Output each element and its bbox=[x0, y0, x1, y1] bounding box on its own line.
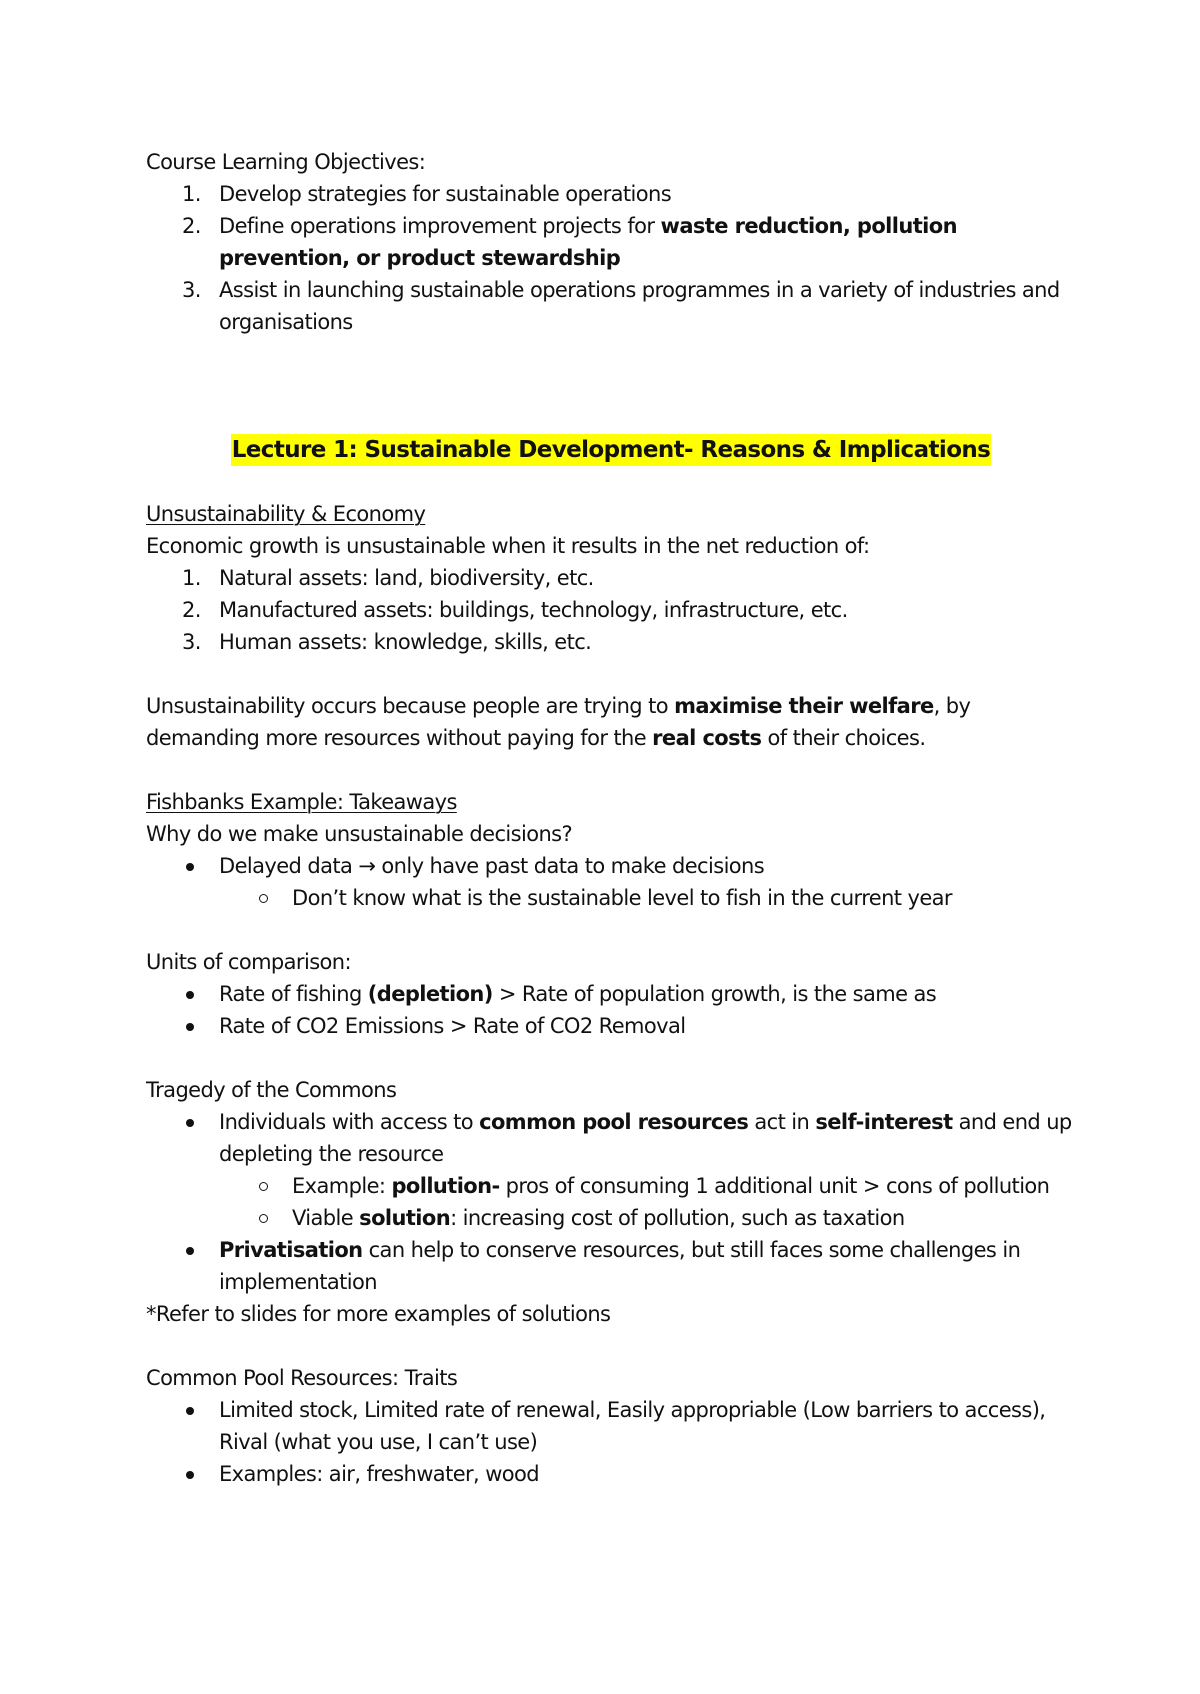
section-title-fishbanks: Fishbanks Example: Takeaways bbox=[146, 790, 457, 814]
list-text: > Rate of population growth, is the same as bbox=[492, 982, 937, 1006]
list-text-bold: waste reduction, pollution prevention, or product stewardship bbox=[219, 214, 957, 270]
list-item bbox=[146, 626, 1076, 658]
bullet-icon bbox=[186, 1023, 194, 1031]
list-number: 3. bbox=[182, 278, 201, 302]
list-item bbox=[146, 978, 1076, 1010]
fishbanks-question: Why do we make unsustainable decisions? bbox=[146, 822, 573, 846]
list-text: act in bbox=[748, 1110, 816, 1134]
list-text: Rate of CO2 Emissions > Rate of CO2 Removal bbox=[219, 1014, 686, 1038]
objectives-title: Course Learning Objectives: bbox=[146, 150, 426, 174]
list-item bbox=[146, 1394, 1076, 1458]
section-title-unsustainability: Unsustainability & Economy bbox=[146, 502, 426, 526]
list-number: 2. bbox=[182, 598, 201, 622]
list-item bbox=[146, 1106, 1076, 1234]
list-item bbox=[146, 850, 1076, 914]
bullet-icon bbox=[186, 1471, 194, 1479]
assets-list bbox=[146, 562, 1076, 658]
list-text: Delayed data → only have past data to make decisions bbox=[219, 854, 765, 878]
list-text-bold: solution bbox=[359, 1206, 451, 1230]
sub-list-item bbox=[146, 882, 1076, 914]
bullet-icon bbox=[186, 863, 194, 871]
list-number: 3. bbox=[182, 630, 201, 654]
list-item bbox=[146, 594, 1076, 626]
list-text: Individuals with access to bbox=[219, 1110, 480, 1134]
list-text: can help to conserve resources, but still faces some challenges in implementation bbox=[219, 1238, 1021, 1294]
list-text: Viable bbox=[292, 1206, 360, 1230]
lecture-heading: Lecture 1: Sustainable Development- Reasons & Implications bbox=[231, 434, 992, 466]
text-run: of their choices. bbox=[761, 726, 926, 750]
text-run-bold: maximise their welfare bbox=[674, 694, 934, 718]
list-item bbox=[146, 274, 1076, 338]
cpr-list bbox=[146, 1394, 1076, 1490]
section-title-cpr: Common Pool Resources: Traits bbox=[146, 1366, 458, 1390]
list-text-bold: self-interest bbox=[815, 1110, 953, 1134]
unsustainability-intro: Economic growth is unsustainable when it results in the net reduction of: bbox=[146, 534, 870, 558]
list-text: Assist in launching sustainable operations programmes in a variety of industries and organisations bbox=[219, 278, 1060, 334]
list-text: Natural assets: land, biodiversity, etc. bbox=[219, 566, 594, 590]
tragedy-list bbox=[146, 1106, 1076, 1298]
text-run: Unsustainability occurs because people are trying to bbox=[146, 694, 675, 718]
list-text-bold: (depletion) bbox=[367, 982, 493, 1006]
tragedy-note: *Refer to slides for more examples of solutions bbox=[146, 1302, 611, 1326]
sub-list-item bbox=[146, 1202, 1076, 1234]
section-title-tragedy: Tragedy of the Commons bbox=[146, 1078, 397, 1102]
list-number: 1. bbox=[182, 566, 201, 590]
list-item bbox=[146, 1458, 1076, 1490]
list-text: Human assets: knowledge, skills, etc. bbox=[219, 630, 592, 654]
bullet-icon bbox=[186, 1407, 194, 1415]
sub-list-item bbox=[146, 1170, 1076, 1202]
list-text: Example: bbox=[292, 1174, 392, 1198]
list-text: : increasing cost of pollution, such as taxation bbox=[450, 1206, 905, 1230]
list-text: Examples: air, freshwater, wood bbox=[219, 1462, 540, 1486]
document-content bbox=[146, 146, 1076, 1490]
list-text: Limited stock, Limited rate of renewal, Easily appropriable (Low barriers to access), Rival (what you use, I can’t use) bbox=[219, 1398, 1046, 1454]
list-text-bold: common pool resources bbox=[479, 1110, 749, 1134]
list-text-bold: Privatisation bbox=[219, 1238, 363, 1262]
list-text: Manufactured assets: buildings, technology, infrastructure, etc. bbox=[219, 598, 848, 622]
unsustainability-paragraph bbox=[146, 690, 1076, 754]
list-text-bold: pollution- bbox=[391, 1174, 500, 1198]
list-text: pros of consuming 1 additional unit > cons of pollution bbox=[499, 1174, 1050, 1198]
lecture-heading-wrap bbox=[146, 434, 1076, 466]
sub-list bbox=[219, 1170, 1076, 1234]
list-number: 2. bbox=[182, 214, 201, 238]
bullet-icon bbox=[186, 991, 194, 999]
fishbanks-list bbox=[146, 850, 1076, 914]
list-text: and end up depleting the resource bbox=[219, 1110, 1072, 1166]
hollow-bullet-icon bbox=[259, 1214, 268, 1223]
section-title-units: Units of comparison: bbox=[146, 950, 351, 974]
bullet-icon bbox=[186, 1119, 194, 1127]
objectives-list bbox=[146, 178, 1076, 338]
list-item bbox=[146, 178, 1076, 210]
list-item bbox=[146, 562, 1076, 594]
sub-list bbox=[219, 882, 1076, 914]
list-text: Rate of fishing bbox=[219, 982, 368, 1006]
text-run: , by demanding more resources without paying for the bbox=[146, 694, 971, 750]
bullet-icon bbox=[186, 1247, 194, 1255]
list-text: Define operations improvement projects for bbox=[219, 214, 661, 238]
text-run-bold: real costs bbox=[652, 726, 762, 750]
units-list bbox=[146, 978, 1076, 1042]
list-item bbox=[146, 1234, 1076, 1298]
list-text: Don’t know what is the sustainable level to fish in the current year bbox=[292, 886, 952, 910]
list-text: Develop strategies for sustainable operations bbox=[219, 182, 672, 206]
list-number: 1. bbox=[182, 182, 201, 206]
hollow-bullet-icon bbox=[259, 1182, 268, 1191]
list-item bbox=[146, 1010, 1076, 1042]
hollow-bullet-icon bbox=[259, 894, 268, 903]
list-item bbox=[146, 210, 1076, 274]
